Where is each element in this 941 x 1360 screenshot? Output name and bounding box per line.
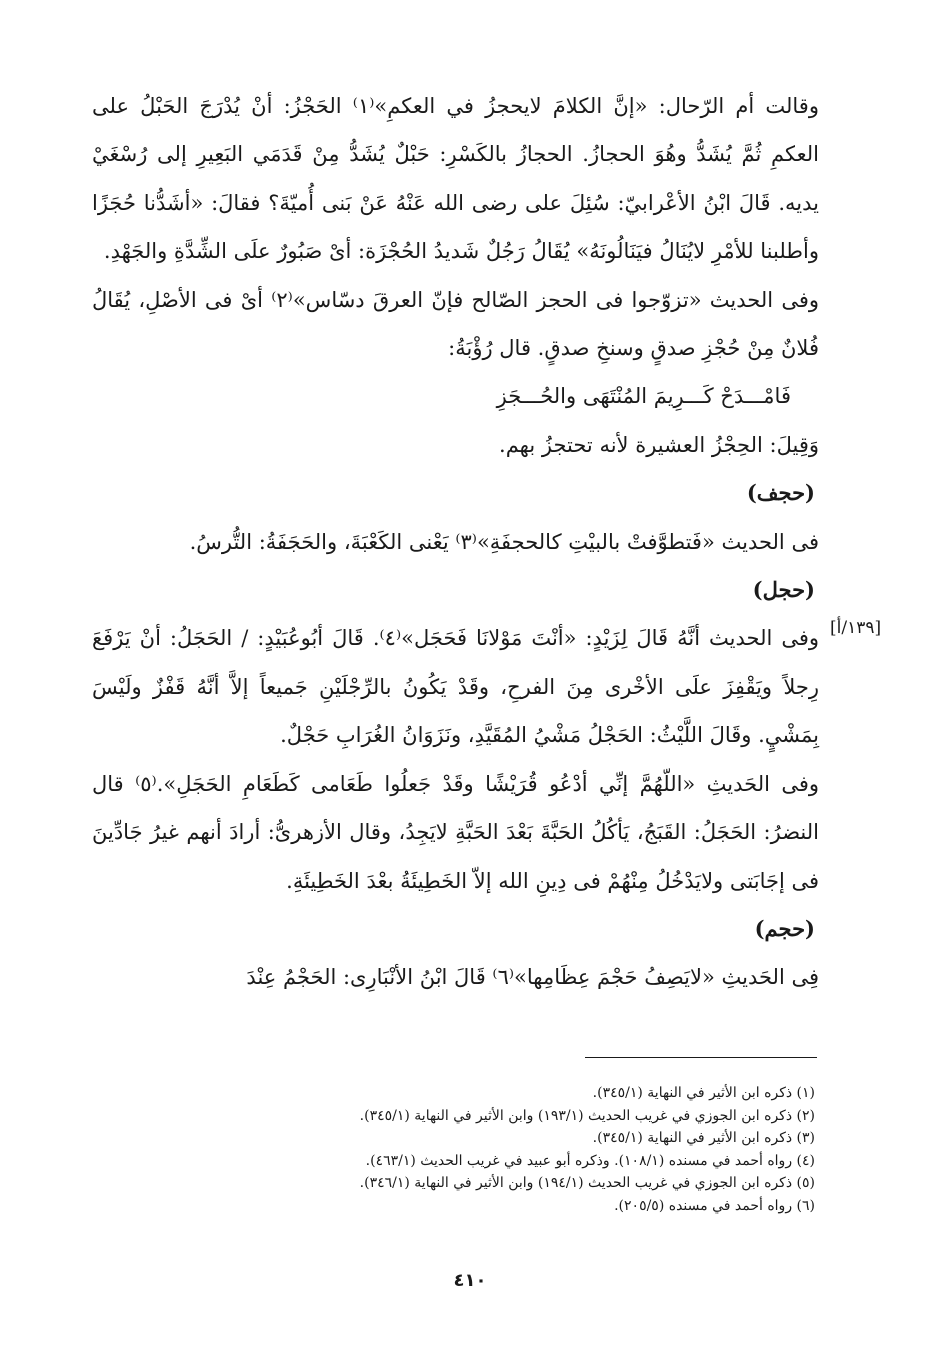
main-text bbox=[92, 82, 819, 1002]
paragraph-6: وفى الحَديثِ «اللّهُمَّ إنِّي أدْعُو قُرَيْشًا وقَدْ جَعلُوا طَعَامى كَطَعَامِ الحَجَلِ».⁽٥⁾ قال النضرُ: الحَجَلُ: القَبَجُ، يَأكُلُ الحَبَّةَ بَعْدَ الحَبَّةِ لايَجِدُ، وقال الأزهرىُّ: أرادَ أنهم غيرُ جَادِّينَ فى إجَابَتى ولايَدْخُلُ مِنْهُمْ فى دِينِ الله إلاّ الخَطِيئَةُ بعْدَ الخَطِيئَةِ. bbox=[92, 771, 820, 893]
paragraph-1: وقالت أم الرّحال: «إنَّ الكلامَ لايحجزُ في العكمِ»⁽١⁾ الحَجْزُ: أنْ يُدْرَجَ الحَبْلُ على العكمِ ثُمَّ يُشَدُّ وهُوَ الحجازُ. الحجازُ بالكَسْرِ: حَبْلٌ يُشَدُّ مِنْ قَدَمَي البَعِيرِ إلى رُسْغَيْ يديه. قَالَ ابْنُ الأعْرابيّ: سُئِلَ على رضى الله عَنْهُ عَنْ بَنى أُميّةَ؟ فقالَ: «أشَدُّنا حُجَزًا وأطلبنا للأمْرِ لايُنَالُ فيَنَالُونَهُ» يُقَالُ رَجُلٌ شَديدُ الحُجْزَة: أىْ صَبُورٌ علَى الشِّدَّةِ والجَهْدِ. bbox=[92, 94, 819, 264]
footnote-5: (٥) ذكره ابن الجوزي في غريب الحديث (١٩٤/١) وابن الأثير في النهاية (٣٤٦/١). bbox=[359, 1175, 815, 1191]
paragraph-2: وفى الحديث «تزوّجوا فى الحجز الصّالح فإنّ العرقَ دسّاس»⁽٢⁾ أىْ فى الأصْلِ، يُقَالُ فُلانٌ مِنْ حُجْزِ صدقٍ وسنخِ صدقٍ. قال رُؤْبَةُ: bbox=[92, 287, 819, 361]
footnote-separator bbox=[585, 1057, 817, 1058]
paragraph-7: فِى الحَديثِ «لايَصِفُ حَجْمَ عِظَامِها»⁽٦⁾ قَالَ ابْنُ الأنْبَارِى: الحَجْمُ عِنْدَ bbox=[246, 965, 819, 990]
paragraph-5: وفى الحديث أنَّهُ قَالَ لِزَيْدٍ: «أنْتَ مَوْلانَا فَحَجَل»⁽٤⁾. قَالَ أبُوعُبَيْدٍ: / الحَجَلُ: أنْ يَرْفَعَ رِجلاً ويَقْفِزَ علَى الأخْرى مِنَ الفرحِ، وقَدْ يَكُونُ بالرِّجْلَيْنِ جَميعاً إلاَّ أنَّهُ قَفْزٌ ولَيْسَ بِمَشْيٍ. وقَالَ اللَّيْثُ: الحَجْلُ مَشْيُ المُقَيَّدِ، ونَزَوَانُ الغُرَابِ حَجْلٌ. bbox=[92, 626, 819, 748]
entry-heading-hajaf: (حجف) bbox=[746, 480, 815, 506]
entry-heading-hajal: (حجل) bbox=[752, 577, 815, 603]
footnotes bbox=[359, 1082, 815, 1217]
paragraph-4: فى الحديث «فَتطوَّفتْ بالبيْتِ كالحجفَةِ»⁽٣⁾ يَعْنى الكَعْبَةَ، والحَجَفَةُ: التُّرسُ. bbox=[189, 529, 819, 554]
page-number: ٤١٠ bbox=[453, 1270, 487, 1291]
footnote-2: (٢) ذكره ابن الجوزي في غريب الحديث (١٩٣/١) وابن الأثير في النهاية (٣٤٥/١). bbox=[359, 1107, 815, 1124]
paragraph-3: وَقِيلَ: الحِجْزُ العشيرة لأنه تحتجزُ بهم. bbox=[499, 432, 819, 457]
verse-line: فَامْـــدَحْ كَـــرِيمَ المُنْتَهَى والحُـــجَزِ bbox=[496, 384, 791, 409]
entry-heading-hajam: (حجم) bbox=[754, 915, 815, 941]
footnote-1: (١) ذكره ابن الأثير في النهاية (٣٤٥/١). bbox=[592, 1085, 815, 1101]
footnote-6: (٦) رواه أحمد في مسنده (٢٠٥/٥). bbox=[614, 1197, 815, 1214]
footnote-3: (٣) ذكره ابن الأثير في النهاية (٣٤٥/١). bbox=[592, 1130, 815, 1146]
manuscript-folio-reference: [١٣٩/أ] bbox=[830, 618, 882, 638]
footnote-4: (٤) رواه أحمد في مسنده (١٠٨/١). وذكره أبو عبيد في غريب الحديث (٤٦٣/١). bbox=[365, 1152, 815, 1169]
